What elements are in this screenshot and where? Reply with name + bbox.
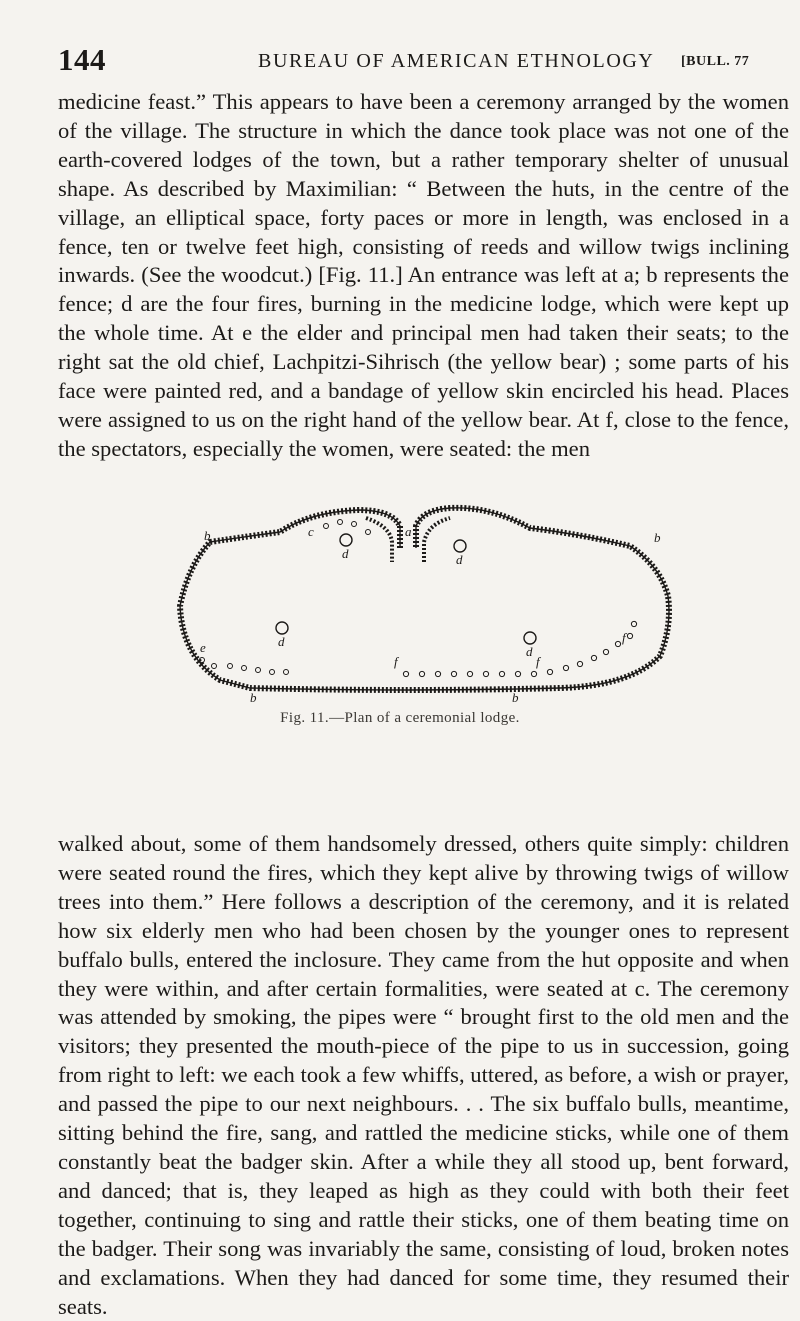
lodge-plan-drawing: [160, 496, 680, 708]
label-b: b: [512, 690, 519, 705]
fire: [276, 622, 288, 634]
label-b: b: [204, 528, 211, 543]
label-f: f: [622, 630, 626, 645]
label-a: a: [405, 524, 412, 539]
fire: [524, 632, 536, 644]
label-d: d: [456, 552, 463, 567]
figure-caption: Fig. 11.—Plan of a ceremonial lodge.: [280, 710, 520, 726]
journal-title: BUREAU OF AMERICAN ETHNOLOGY: [258, 50, 655, 72]
bulletin-reference: [BULL. 77: [681, 54, 750, 69]
fire: [340, 534, 352, 546]
running-head: [0, 42, 800, 82]
label-d: d: [526, 644, 533, 659]
page-number: 144: [58, 42, 106, 77]
label-b: b: [250, 690, 257, 705]
body-paragraph: medicine feast.” This appears to have been a ceremony arranged by the women of the village. The structure in which the dance took place was not one of the earth-covered lodges of the town, but a rather temporary shelter of unusual shape. As described by Maximilian: “ Between the huts, in the centre of the village, an elliptical space, forty paces or more in length, was enclosed in a fence, ten or twelve feet high, consisting of reeds and willow twigs inclining inwards. (See the woodcut.) [Fig. 11.] An entrance was left at a; b represents the fence; d are the four fires, burning in the medicine lodge, which were kept up the whole time. At e the elder and principal men had taken their seats; to the right sat the old chief, Lachpitzi-Sihrisch (the yellow bear) ; some parts of his face were painted red, and a bandage of yellow skin encircled his head. Places were assigned to us on the right hand of the yellow bear. At f, close to the fence, the spectators, especially the women, were seated: the men: [58, 89, 789, 461]
label-d: d: [342, 546, 349, 561]
label-f: f: [536, 654, 540, 669]
label-c: c: [308, 524, 314, 539]
label-b: b: [654, 530, 661, 545]
label-e: e: [200, 640, 206, 655]
lodge-plan-figure: [160, 496, 680, 708]
body-paragraph: walked about, some of them handsomely dressed, others quite simply: children were seated round the fires, which they kept alive by throwing twigs of willow trees into them.” Here follows a description of the ceremony, and it is related how six elderly men who had been chosen by the younger ones to represent buffalo bulls, entered the inclosure. They came from the hut opposite and when they were within, and after certain formalities, were seated at c. The ceremony was attended by smoking, the pipes were “ brought first to the old men and the visitors; they presented the mouth-piece of the pipe to us in succession, going from right to left: we each took a few whiffs, uttered, as before, a wish or prayer, and passed the pipe to our next neighbours. . . The six buffalo bulls, meantime, sitting behind the fire, sang, and rattled the medicine sticks, while one of them constantly beat the badger skin. After a while they all stood up, bent forward, and danced; that is, they leaped as high as they could with both their feet together, continuing to sing and rattle their sticks, one of them beating time on the badger. Their song was invariably the same, consisting of loud, broken notes and exclamations. When they had danced for some time, they resumed their seats.: [58, 831, 789, 1319]
fire: [454, 540, 466, 552]
label-d: d: [278, 634, 285, 649]
label-f: f: [394, 654, 398, 669]
